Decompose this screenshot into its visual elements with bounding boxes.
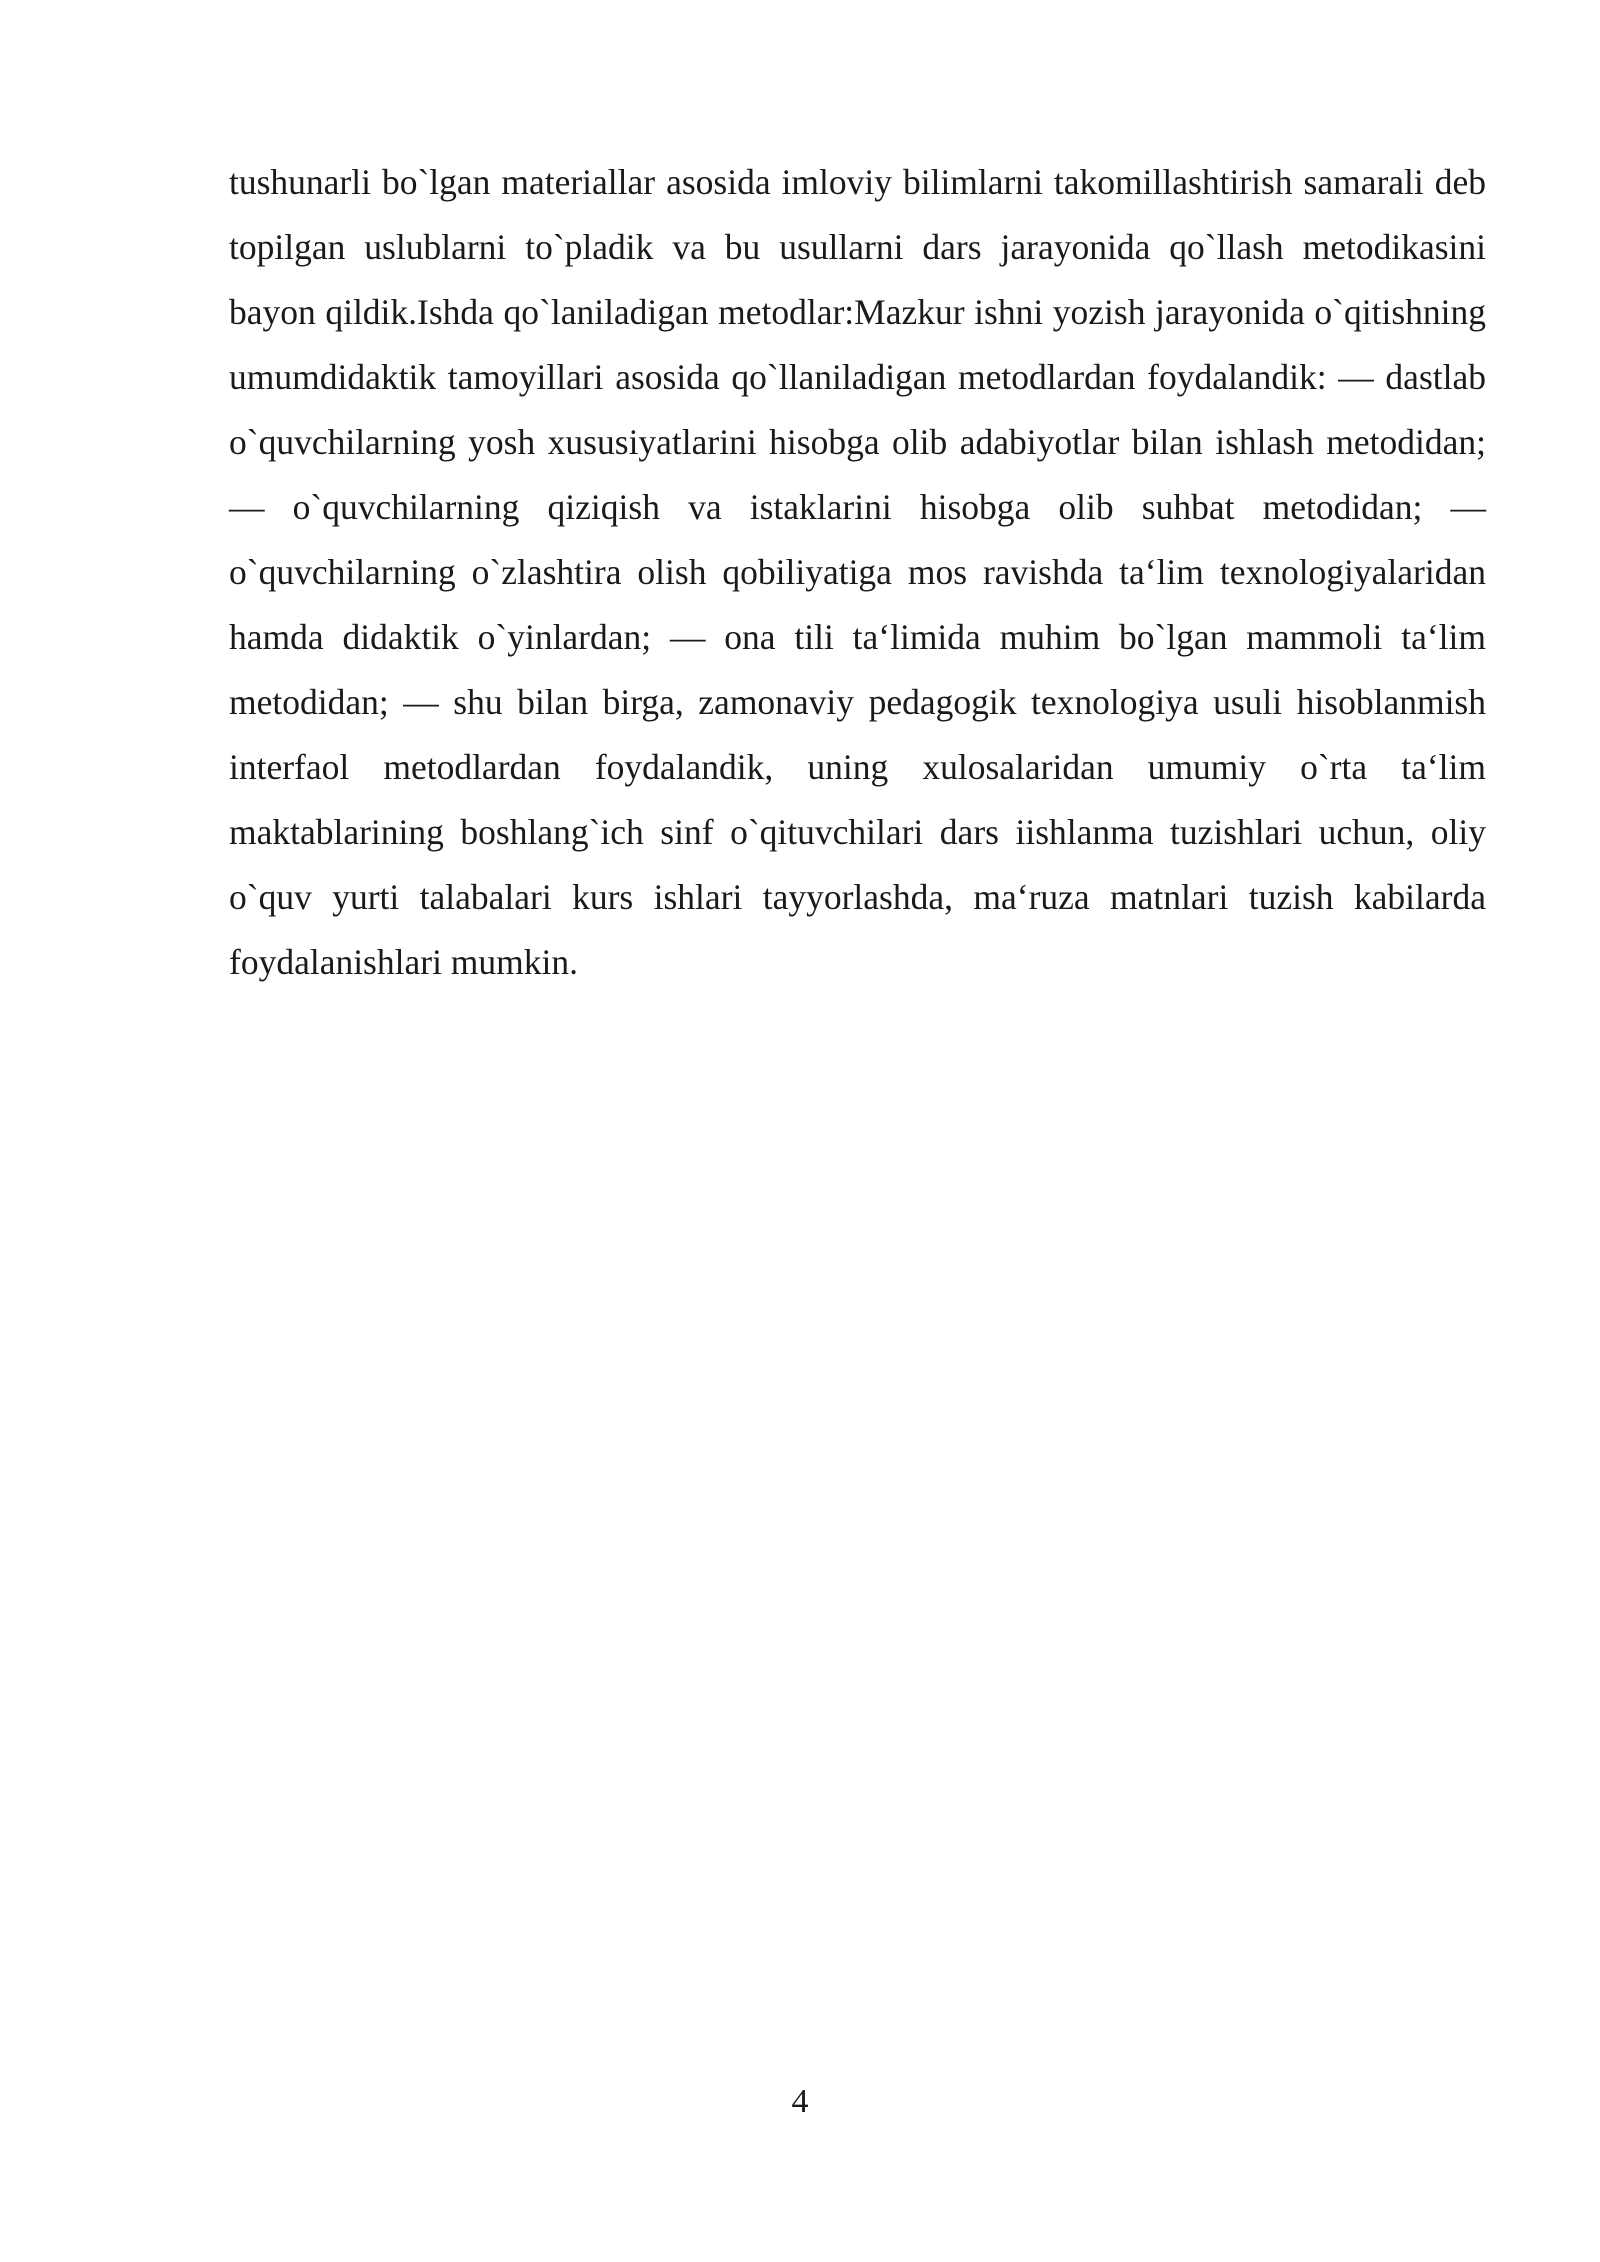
page-number: 4: [791, 2083, 809, 2120]
body-paragraph: tushunarli bo`lgan materiallar asosida imloviy bilimlarni takomillashtirish samarali deb topilgan uslublarni to`pladik va bu usullarni dars jarayonida qo`llash metodikasini bayon qildik.Ishda qo`laniladigan metodlar:Mazkur ishni yozish jarayonida o`qitishning umumdidaktik tamoyillari asosida qo`llaniladigan metodlardan foydalandik: — dastlab o`quvchilarning yosh xususiyatlarini hisobga olib adabiyotlar bilan ishlash metodidan; — o`quvchilarning qiziqish va istaklarini hisobga olib suhbat metodidan; — o`quvchilarning o`zlashtira olish qobiliyatiga mos ravishda ta‘lim texnologiyalaridan hamda didaktik o`yinlardan; — ona tili ta‘limida muhim bo`lgan mammoli ta‘lim metodidan; — shu bilan birga, zamonaviy pedagogik texnologiya usuli hisoblanmish interfaol metodlardan foydalandik, uning xulosalaridan umumiy o`rta ta‘lim maktablarining boshlang`ich sinf o`qituvchilari dars iishlanma tuzishlari uchun, oliy o`quv yurti talabalari kurs ishlari tayyorlashda, ma‘ruza matnlari tuzish kabilarda foydalanishlari mumkin.: [229, 162, 1486, 982]
